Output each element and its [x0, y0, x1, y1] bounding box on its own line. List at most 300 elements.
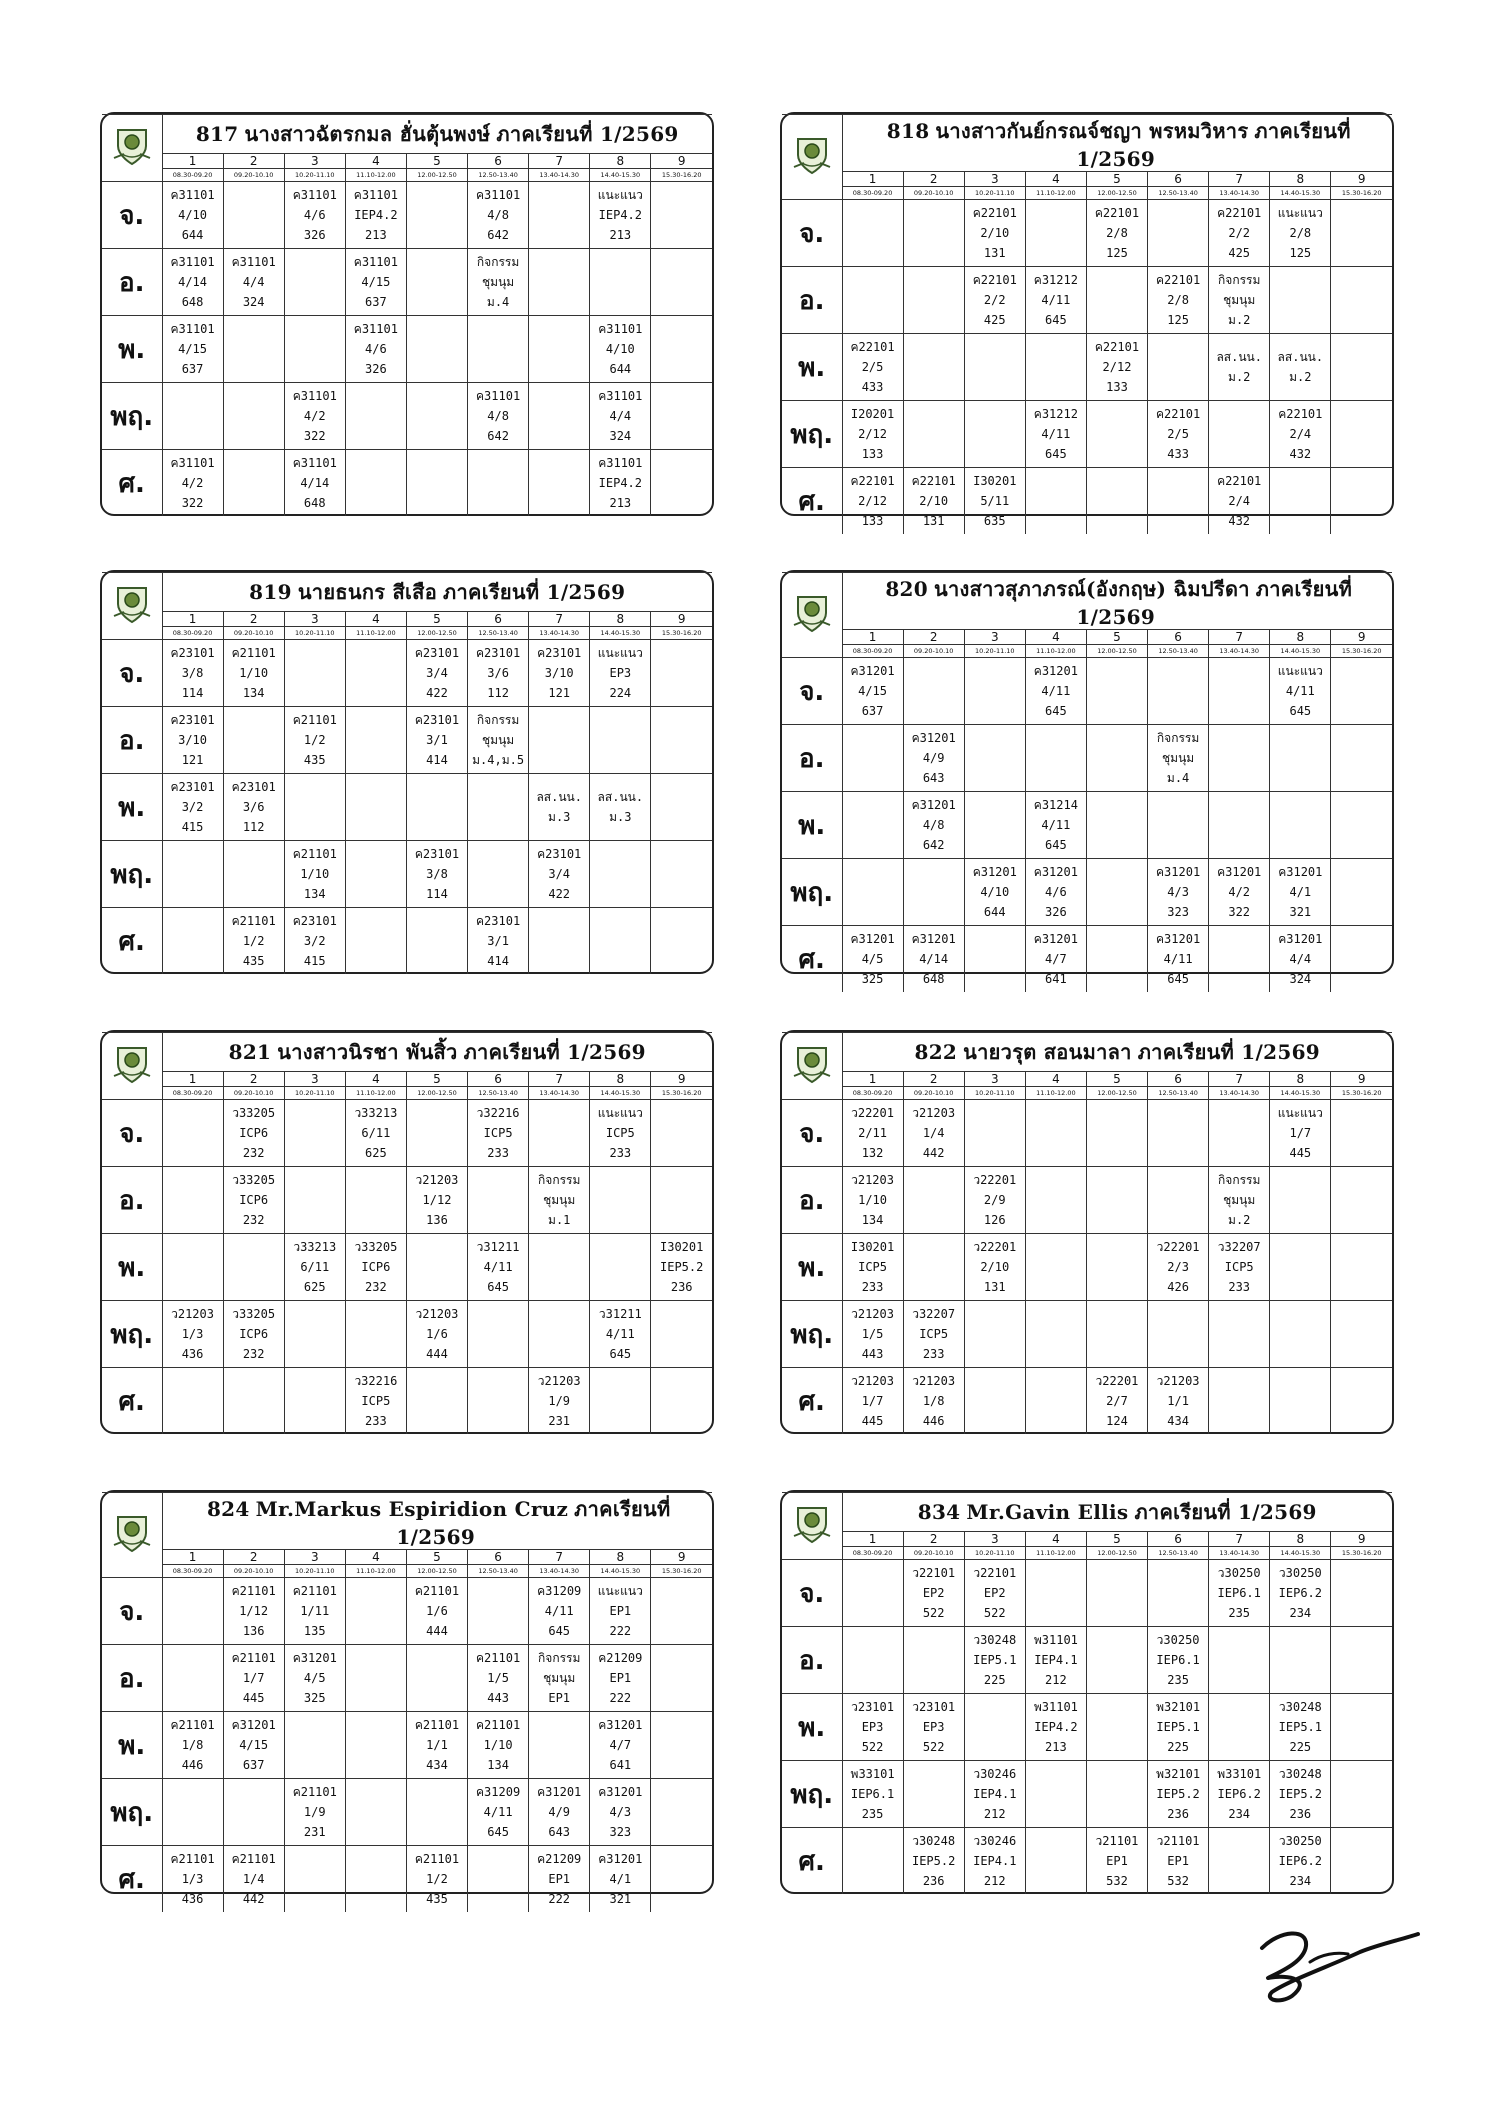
- class-group: IEP4.1: [973, 1854, 1017, 1868]
- period-time: 08.30-09.20: [162, 627, 223, 640]
- class-slot: [651, 908, 712, 975]
- class-slot: [223, 450, 284, 517]
- teacher-title: [162, 1493, 712, 1550]
- room-number: 232: [365, 1280, 387, 1294]
- period-number: 3: [284, 1550, 345, 1565]
- class-slot: [284, 707, 345, 774]
- subject-code: ว33213: [354, 1106, 398, 1120]
- subject-code: ค31201: [1278, 865, 1323, 879]
- class-slot: [529, 1779, 590, 1846]
- class-slot: [590, 249, 651, 316]
- room-number: 114: [181, 686, 204, 700]
- subject-code: ค23101: [537, 847, 582, 861]
- class-group: 2/5: [1167, 427, 1189, 441]
- class-slot: [1270, 1234, 1331, 1301]
- subject-code: ลส.นน.: [1216, 350, 1262, 364]
- class-slot: [651, 1167, 712, 1234]
- room-number: 236: [922, 1874, 945, 1888]
- subject-code: ค21101: [414, 1718, 460, 1732]
- room-number: 432: [1289, 447, 1312, 461]
- class-slot: [1270, 792, 1331, 859]
- subject-code: ค31101: [170, 456, 215, 470]
- period-number: 6: [468, 1072, 529, 1087]
- subject-code: ค21101: [414, 1584, 460, 1598]
- class-slot: [406, 707, 467, 774]
- period-time: 10.20-11.10: [284, 1087, 345, 1100]
- period-number: 2: [903, 630, 964, 645]
- class-slot: [1209, 267, 1270, 334]
- room-number: 522: [922, 1606, 945, 1620]
- class-slot: [406, 249, 467, 316]
- room-number: 446: [181, 1758, 204, 1772]
- class-slot: [406, 1645, 467, 1712]
- subject-code: ว21101: [1156, 1834, 1200, 1848]
- class-group: EP1: [1167, 1854, 1189, 1868]
- day-label: พฤ.: [782, 1301, 842, 1368]
- teacher-name: นางสาวสุภาภรณ์(อังกฤษ) ฉิมปรีดา: [934, 577, 1250, 601]
- class-slot: [1086, 401, 1147, 468]
- room-number: 645: [487, 1280, 509, 1294]
- class-group: 4/11: [483, 1805, 513, 1819]
- subject-code: ค23101: [170, 713, 215, 727]
- period-time: 08.30-09.20: [162, 169, 223, 182]
- subject-code: ว33205: [232, 1307, 276, 1321]
- class-group: EP1: [609, 1671, 632, 1685]
- room-number: 446: [922, 1414, 945, 1428]
- class-slot: [964, 1301, 1025, 1368]
- subject-code: แนะแนว: [1277, 664, 1323, 678]
- class-group: IEP5.2: [1156, 1787, 1200, 1801]
- subject-code: ว30250: [1217, 1566, 1261, 1580]
- room-number: 648: [181, 295, 204, 309]
- class-slot: [345, 841, 406, 908]
- class-group: 4/15: [858, 684, 887, 698]
- class-slot: [590, 1712, 651, 1779]
- class-slot: [903, 725, 964, 792]
- subject-code: ว22101: [973, 1566, 1017, 1580]
- class-slot: [162, 450, 223, 517]
- class-slot: [842, 792, 903, 859]
- class-slot: [903, 1828, 964, 1895]
- subject-code: ค23101: [414, 847, 460, 861]
- class-slot: [590, 1846, 651, 1913]
- term-label: ภาคเรียนที่ 1/2569: [443, 580, 626, 604]
- period-time: 14.40-15.30: [1270, 1087, 1331, 1100]
- class-slot: [1209, 1368, 1270, 1435]
- subject-code: ค21101: [170, 1852, 215, 1866]
- class-slot: [964, 859, 1025, 926]
- day-label: อ.: [102, 707, 162, 774]
- period-number: 4: [1025, 1072, 1086, 1087]
- class-slot: [1270, 200, 1331, 267]
- class-slot: [223, 1578, 284, 1645]
- room-number: 326: [365, 362, 387, 376]
- subject-code: ค23101: [476, 914, 521, 928]
- class-group: 4/11: [1041, 427, 1071, 441]
- class-slot: [1025, 792, 1086, 859]
- class-slot: [529, 1846, 590, 1913]
- period-number: 8: [1270, 172, 1331, 187]
- class-slot: [284, 640, 345, 707]
- room-number: 213: [609, 228, 632, 242]
- class-slot: [468, 774, 529, 841]
- subject-code: ว30250: [1156, 1633, 1200, 1647]
- class-slot: [903, 658, 964, 725]
- room-number: 131: [983, 1280, 1006, 1294]
- class-slot: [345, 1234, 406, 1301]
- room-number: 224: [609, 686, 632, 700]
- teacher-name: Mr.Gavin Ellis: [966, 1500, 1129, 1524]
- room-number: 637: [181, 362, 204, 376]
- room-number: ม.1: [548, 1213, 571, 1227]
- period-time: 09.20-10.10: [903, 1087, 964, 1100]
- subject-code: ค31101: [353, 255, 398, 269]
- day-label: จ.: [102, 640, 162, 707]
- class-slot: [1270, 267, 1331, 334]
- class-slot: [1331, 725, 1392, 792]
- room-number: 642: [487, 429, 509, 443]
- room-number: 522: [861, 1740, 884, 1754]
- class-slot: [406, 1234, 467, 1301]
- class-group: 4/2: [1228, 885, 1251, 899]
- class-slot: [1086, 1627, 1147, 1694]
- class-slot: [406, 383, 467, 450]
- school-crest-icon: [790, 133, 834, 181]
- class-slot: [903, 1368, 964, 1435]
- room-number: 432: [1228, 514, 1251, 528]
- period-number: 1: [842, 1072, 903, 1087]
- class-slot: [284, 1578, 345, 1645]
- class-slot: [1025, 267, 1086, 334]
- class-group: ม.3: [609, 810, 632, 824]
- class-group: EP3: [609, 666, 632, 680]
- class-group: 2/10: [919, 494, 949, 508]
- class-slot: [964, 1368, 1025, 1435]
- subject-code: ว31211: [598, 1307, 642, 1321]
- class-slot: [1331, 1301, 1392, 1368]
- class-group: 4/11: [1285, 684, 1315, 698]
- subject-code: ว21203: [851, 1307, 894, 1321]
- room-number: 134: [242, 686, 265, 700]
- period-time: 12.00-12.50: [1086, 1087, 1147, 1100]
- class-slot: [964, 334, 1025, 401]
- teacher-title: [842, 1033, 1392, 1072]
- class-slot: [1086, 1560, 1147, 1627]
- subject-code: ว22201: [973, 1240, 1017, 1254]
- class-group: 1/5: [487, 1671, 509, 1685]
- class-slot: [345, 640, 406, 707]
- class-slot: [1270, 725, 1331, 792]
- class-slot: [223, 640, 284, 707]
- subject-code: กิจกรรม: [538, 1651, 581, 1665]
- subject-code: ว21203: [1156, 1374, 1200, 1388]
- room-number: 325: [861, 972, 884, 986]
- period-time: 14.40-15.30: [590, 1565, 651, 1578]
- class-slot: [590, 1779, 651, 1846]
- class-slot: [223, 1167, 284, 1234]
- class-group: ICP5: [919, 1327, 949, 1341]
- class-slot: [651, 1645, 712, 1712]
- period-number: 5: [406, 154, 467, 169]
- room-number: 222: [609, 1624, 632, 1638]
- class-group: IEP6.2: [1217, 1787, 1261, 1801]
- class-slot: [468, 249, 529, 316]
- period-number: 6: [468, 154, 529, 169]
- period-time: 08.30-09.20: [842, 1547, 903, 1560]
- class-slot: [590, 1301, 651, 1368]
- class-slot: [468, 450, 529, 517]
- class-slot: [1148, 334, 1209, 401]
- class-slot: [1025, 1694, 1086, 1761]
- class-slot: [1209, 1100, 1270, 1167]
- class-slot: [162, 774, 223, 841]
- room-number: 645: [487, 1825, 509, 1839]
- period-time: 10.20-11.10: [964, 1547, 1025, 1560]
- term-label: ภาคเรียนที่ 1/2569: [463, 1040, 646, 1064]
- class-slot: [1025, 1368, 1086, 1435]
- class-slot: [651, 707, 712, 774]
- period-number: 3: [284, 612, 345, 627]
- subject-code: ลส.นน.: [597, 790, 644, 804]
- day-label: พ.: [782, 334, 842, 401]
- class-group: IEP6.1: [850, 1787, 895, 1801]
- class-slot: [468, 1578, 529, 1645]
- day-label: พฤ.: [102, 1779, 162, 1846]
- period-number: 9: [651, 1072, 712, 1087]
- room-number: 233: [609, 1146, 632, 1160]
- class-slot: [162, 1846, 223, 1913]
- teacher-code: 834: [917, 1500, 961, 1524]
- class-slot: [1025, 1627, 1086, 1694]
- day-label: อ.: [102, 249, 162, 316]
- room-number: ม.2: [1228, 313, 1251, 327]
- class-slot: [903, 1301, 964, 1368]
- class-slot: [1148, 658, 1209, 725]
- school-logo: [782, 573, 842, 658]
- subject-code: ว32216: [354, 1374, 398, 1388]
- day-label: ศ.: [102, 1368, 162, 1435]
- class-slot: [1086, 658, 1147, 725]
- period-time: 08.30-09.20: [842, 187, 903, 200]
- school-logo: [102, 1033, 162, 1100]
- class-slot: [1209, 200, 1270, 267]
- class-slot: [1209, 792, 1270, 859]
- subject-code: ค21101: [231, 1651, 276, 1665]
- class-slot: [1025, 200, 1086, 267]
- class-slot: [903, 1234, 964, 1301]
- subject-code: ค21101: [170, 1718, 215, 1732]
- class-slot: [1270, 1828, 1331, 1895]
- room-number: 136: [242, 1624, 265, 1638]
- class-slot: [651, 1779, 712, 1846]
- class-slot: [468, 1779, 529, 1846]
- class-slot: [1148, 468, 1209, 535]
- room-number: 324: [609, 429, 632, 443]
- teacher-title: [162, 115, 712, 154]
- subject-code: ค31201: [1278, 932, 1323, 946]
- room-number: 532: [1167, 1874, 1189, 1888]
- class-slot: [162, 1578, 223, 1645]
- class-slot: [1331, 334, 1392, 401]
- day-label: จ.: [102, 182, 162, 249]
- subject-code: ค21101: [476, 1651, 521, 1665]
- subject-code: ค31201: [972, 865, 1017, 879]
- class-group: 3/6: [487, 666, 509, 680]
- class-group: IEP6.2: [1278, 1586, 1322, 1600]
- subject-code: ว22101: [912, 1566, 956, 1580]
- subject-code: ค23101: [414, 713, 460, 727]
- period-number: 8: [1270, 1532, 1331, 1547]
- class-group: 4/9: [548, 1805, 571, 1819]
- subject-code: ค21101: [476, 1718, 521, 1732]
- day-label: พ.: [102, 316, 162, 383]
- class-group: 2/2: [1228, 226, 1251, 240]
- class-slot: [284, 841, 345, 908]
- room-number: 434: [426, 1758, 448, 1772]
- class-slot: [651, 841, 712, 908]
- school-logo: [782, 1493, 842, 1560]
- room-number: 435: [242, 954, 265, 968]
- teacher-title: [842, 115, 1392, 172]
- room-number: 637: [861, 704, 884, 718]
- period-number: 9: [651, 612, 712, 627]
- day-label: ศ.: [782, 1368, 842, 1435]
- subject-code: ค21101: [414, 1852, 460, 1866]
- subject-code: ค31201: [598, 1852, 643, 1866]
- period-number: 4: [345, 1550, 406, 1565]
- subject-code: ค31201: [850, 664, 895, 678]
- class-group: 4/6: [1045, 885, 1067, 899]
- class-slot: [223, 1368, 284, 1435]
- class-group: IEP4.2: [598, 476, 642, 490]
- timetable-card: [780, 1490, 1394, 1894]
- subject-code: ว33205: [232, 1106, 276, 1120]
- room-number: ม.2: [1228, 1213, 1251, 1227]
- schedule-table: [102, 572, 712, 974]
- class-group: 4/11: [544, 1604, 574, 1618]
- class-slot: [1270, 1301, 1331, 1368]
- room-number: 442: [242, 1892, 265, 1906]
- school-crest-icon: [110, 1511, 154, 1559]
- period-number: 6: [1148, 630, 1209, 645]
- period-number: 7: [1209, 630, 1270, 645]
- period-time: 10.20-11.10: [964, 645, 1025, 658]
- subject-code: ค23101: [170, 780, 215, 794]
- class-group: ICP6: [239, 1327, 269, 1341]
- class-slot: [964, 468, 1025, 535]
- class-group: EP2: [922, 1586, 945, 1600]
- room-number: 645: [1045, 313, 1067, 327]
- day-label: ศ.: [102, 450, 162, 517]
- subject-code: ว32216: [476, 1106, 520, 1120]
- class-slot: [468, 841, 529, 908]
- period-time: 12.50-13.40: [468, 1087, 529, 1100]
- room-number: 522: [922, 1740, 945, 1754]
- timetable-card: [780, 112, 1394, 528]
- class-group: ICP6: [239, 1193, 269, 1207]
- class-slot: [1025, 1100, 1086, 1167]
- class-slot: [842, 1167, 903, 1234]
- day-label: พฤ.: [782, 859, 842, 926]
- subject-code: ค31101: [353, 322, 398, 336]
- class-slot: [1025, 859, 1086, 926]
- subject-code: ค31101: [292, 188, 337, 202]
- subject-code: ค22101: [972, 273, 1017, 287]
- class-slot: [223, 249, 284, 316]
- subject-code: ค31101: [292, 456, 337, 470]
- class-slot: [1086, 468, 1147, 535]
- class-slot: [590, 1645, 651, 1712]
- class-slot: [1025, 1828, 1086, 1895]
- subject-code: ค31214: [1033, 798, 1078, 812]
- subject-code: ค21209: [537, 1852, 582, 1866]
- subject-code: ว33205: [232, 1173, 276, 1187]
- subject-code: ค22101: [850, 340, 895, 354]
- class-group: 1/8: [922, 1394, 945, 1408]
- class-slot: [406, 1846, 467, 1913]
- class-slot: [1331, 401, 1392, 468]
- class-group: 4/1: [1289, 885, 1312, 899]
- class-group: ICP6: [239, 1126, 269, 1140]
- period-time: 13.40-14.30: [529, 627, 590, 640]
- class-group: 1/2: [426, 1872, 448, 1886]
- class-slot: [903, 1560, 964, 1627]
- class-slot: [1148, 1627, 1209, 1694]
- period-time: 11.10-12.00: [345, 1087, 406, 1100]
- subject-code: ว30246: [973, 1767, 1017, 1781]
- class-group: 1/6: [426, 1327, 448, 1341]
- class-group: 4/2: [303, 409, 326, 423]
- period-number: 7: [1209, 172, 1270, 187]
- class-slot: [1209, 859, 1270, 926]
- class-slot: [1331, 859, 1392, 926]
- room-number: 444: [426, 1624, 448, 1638]
- subject-code: ค22101: [1278, 407, 1323, 421]
- teacher-code: 824: [206, 1497, 250, 1521]
- class-slot: [284, 182, 345, 249]
- period-time: 12.50-13.40: [1148, 1547, 1209, 1560]
- class-group: 4/11: [1041, 818, 1071, 832]
- room-number: 532: [1106, 1874, 1128, 1888]
- day-label: ศ.: [102, 1846, 162, 1913]
- class-slot: [284, 1779, 345, 1846]
- room-number: 643: [922, 771, 945, 785]
- class-group: IEP5.1: [973, 1653, 1017, 1667]
- class-slot: [1148, 926, 1209, 993]
- class-slot: [1331, 1100, 1392, 1167]
- subject-code: กิจกรรม: [1218, 1173, 1261, 1187]
- class-slot: [345, 1368, 406, 1435]
- class-group: 2/12: [1102, 360, 1132, 374]
- class-slot: [345, 1301, 406, 1368]
- class-group: 1/10: [239, 666, 269, 680]
- class-slot: [1209, 468, 1270, 535]
- class-group: IEP5.2: [911, 1854, 956, 1868]
- period-time: 10.20-11.10: [284, 169, 345, 182]
- class-slot: [1331, 200, 1392, 267]
- class-group: 4/1: [609, 1872, 632, 1886]
- class-group: 1/3: [181, 1327, 204, 1341]
- class-slot: [345, 908, 406, 975]
- period-number: 8: [590, 1550, 651, 1565]
- room-number: 222: [548, 1892, 571, 1906]
- class-slot: [529, 1645, 590, 1712]
- class-slot: [1148, 1694, 1209, 1761]
- class-slot: [162, 1234, 223, 1301]
- period-time: 15.30-16.20: [1331, 1087, 1392, 1100]
- period-number: 1: [162, 154, 223, 169]
- class-slot: [529, 1167, 590, 1234]
